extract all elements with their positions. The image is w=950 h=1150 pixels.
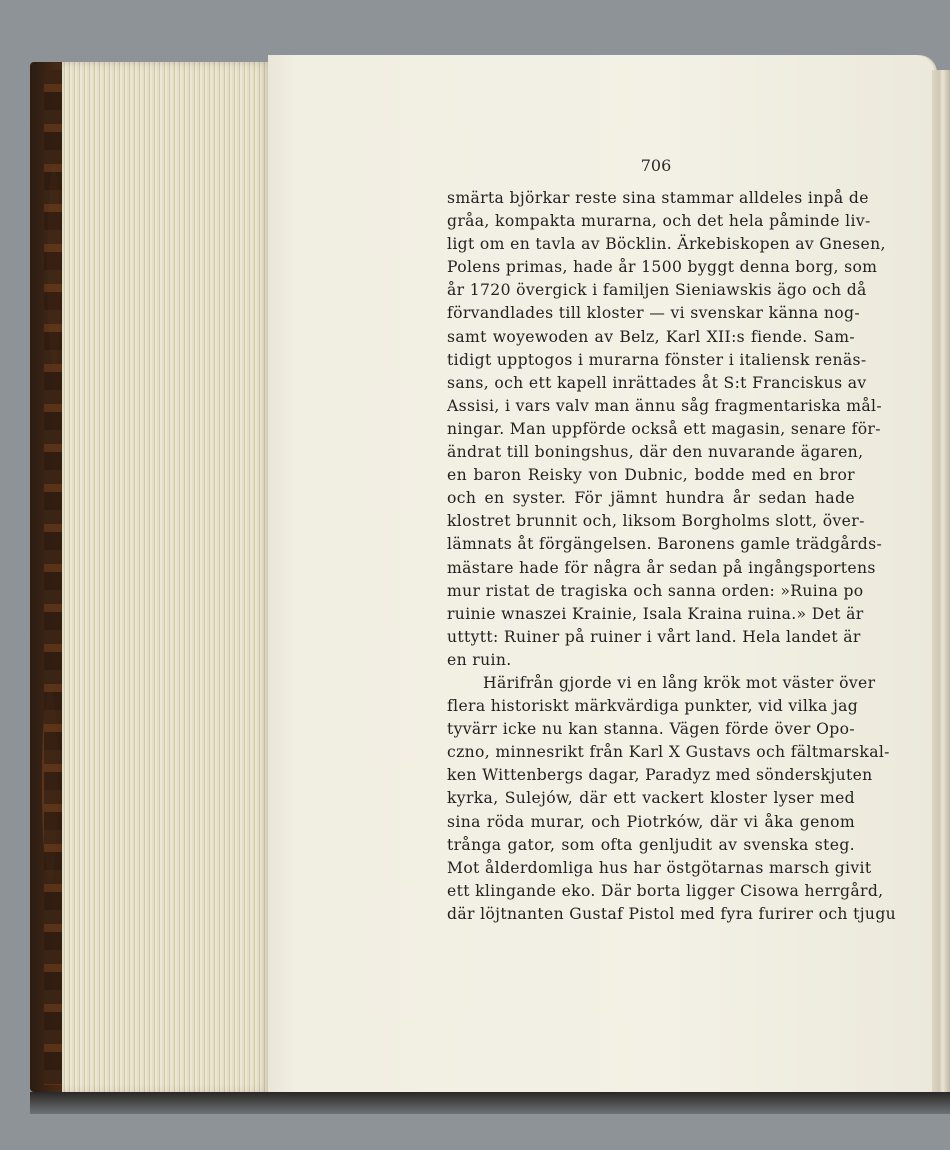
text-line: förvandlades till kloster — vi svenskar känna nog- [447,304,860,323]
text-line: flera historiskt märkvärdiga punkter, vid vilka jag [447,697,859,716]
text-line: tyvärr icke nu kan stanna. Vägen förde över Opo- [447,720,855,739]
text-line: uttytt: Ruiner på ruiner i vårt land. Hela landet är [447,627,861,646]
text-line: där löjtnanten Gustaf Pistol med fyra furirer och tjugu [447,904,897,923]
text-line: en baron Reisky von Dubnic, bodde med en bror [447,466,855,485]
text-line: mur ristat de tragiska och sanna orden: »Ruina po [447,581,864,600]
text-line: samt woyewoden av Belz, Karl XII:s fiende. Sam- [447,327,855,346]
page-right-edge [932,70,950,1095]
text-line: gråa, kompakta murarna, och det hela påminde liv- [447,212,871,231]
text-line: sina röda murar, och Piotrków, där vi åka genom [447,812,855,831]
bottom-shadow [30,1092,950,1114]
text-line: ett klingande eko. Där borta ligger Cisowa herrgård, [447,881,884,900]
text-line: Härifrån gjorde vi en lång krök mot väster över [483,673,876,692]
text-line: Mot ålderdomliga hus har östgötarnas marsch givit [447,858,872,877]
text-line: ken Wittenbergs dagar, Paradyz med sönderskjuten [447,766,873,785]
text-line: sans, och ett kapell inrättades åt S:t Franciskus av [447,373,867,392]
page-stack [62,62,272,1094]
text-line: ändrat till boningshus, där den nuvarande ägaren, [447,443,864,462]
text-line: kyrka, Sulejów, där ett vackert kloster lyser med [447,789,855,808]
text-line: mästare hade för några år sedan på ingångsportens [447,558,876,577]
page-number: 706 [640,156,672,175]
text-line: och en syster. För jämnt hundra år sedan hade [447,489,855,508]
text-line: ligt om en tavla av Böcklin. Ärkebiskopen av Gnesen, [447,235,886,254]
text-line: ningar. Man uppförde också ett magasin, senare för- [447,419,881,438]
text-line: tidigt upptogos i murarna fönster i italiensk renäs- [447,350,867,369]
text-line: lämnats åt förgängelsen. Baronens gamle trädgårds- [447,535,883,554]
text-line: år 1720 övergick i familjen Sieniawskis ägo och då [447,281,867,300]
text-line: Polens primas, hade år 1500 byggt denna borg, som [447,258,878,277]
text-line: Assisi, i vars valv man ännu såg fragmentariska mål- [447,396,882,415]
body-text [447,187,897,926]
text-line: trånga gator, som ofta genljudit av svenska steg. [447,835,855,854]
text-line: czno, minnesrikt från Karl X Gustavs och fältmarskal- [447,743,890,762]
text-line: klostret brunnit och, liksom Borgholms slott, över- [447,512,865,531]
text-line: en ruin. [447,650,512,669]
text-line: smärta björkar reste sina stammar alldeles inpå de [447,189,869,207]
text-line: ruinie wnaszei Krainie, Isala Kraina ruina.» Det är [447,604,864,623]
